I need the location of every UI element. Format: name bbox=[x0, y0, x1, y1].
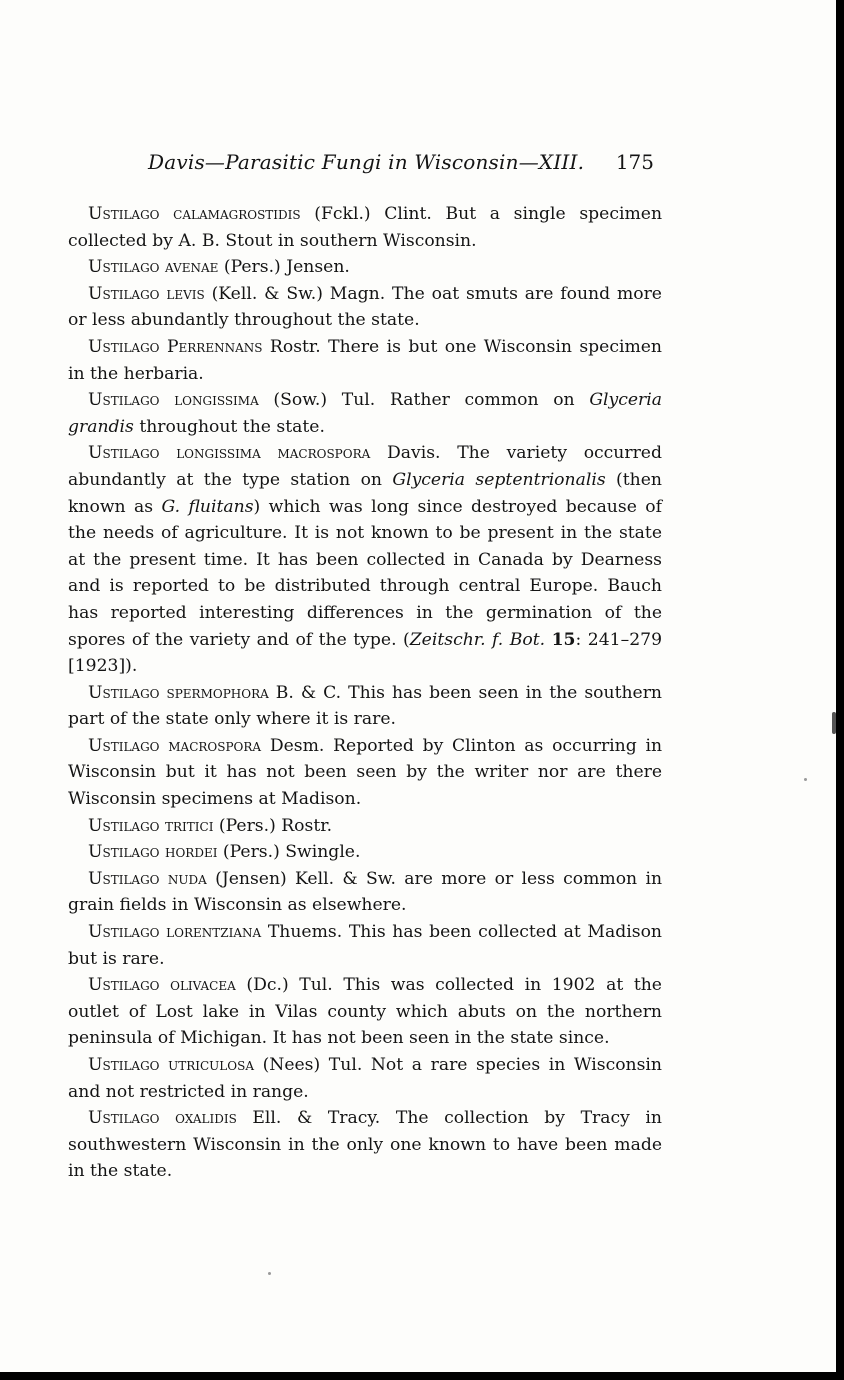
species-epithet: Perrennans bbox=[166, 336, 263, 357]
entry-nuda bbox=[68, 866, 662, 919]
species-epithet: nuda bbox=[167, 868, 207, 889]
authority: (Pers.) Jensen. bbox=[223, 257, 350, 278]
entry-levis bbox=[68, 281, 662, 334]
entry-text: The variety occurred abundantly at the type station on bbox=[68, 443, 662, 490]
species-epithet: avenae bbox=[164, 257, 219, 278]
journal-title: Zeitschr. f. Bot. bbox=[409, 629, 546, 650]
genus-name: Ustilago bbox=[88, 815, 160, 836]
species-epithet: calamagrostidis bbox=[173, 204, 301, 224]
entry-longissima-macrospora bbox=[68, 440, 662, 679]
entry-text: There is but one Wisconsin specimen in the herbaria. bbox=[68, 336, 662, 384]
authority: (Pers.) Swingle. bbox=[222, 842, 361, 863]
running-head: Davis—Parasitic Fungi in Wisconsin—XIII. bbox=[148, 150, 585, 174]
entry-text: (then known as bbox=[68, 469, 662, 517]
scan-speck bbox=[268, 1272, 271, 1275]
species-epithet: oxalidis bbox=[175, 1108, 237, 1129]
host-synonym: G. fluitans bbox=[161, 496, 254, 517]
authority: (Kell. & Sw.) Magn. bbox=[211, 283, 386, 304]
entry-text: are more or less common in grain fields in Wisconsin as elsewhere. bbox=[68, 868, 663, 916]
authority: B. & C. bbox=[275, 682, 342, 703]
authority: Rostr. bbox=[269, 336, 321, 357]
authority: Thuems. bbox=[267, 922, 343, 943]
entry-hordei bbox=[68, 839, 662, 866]
genus-name: Ustilago bbox=[88, 842, 160, 863]
genus-name: Ustilago bbox=[88, 257, 160, 278]
genus-name: Ustilago bbox=[88, 922, 160, 943]
entry-text: This was collected in 1902 at the outlet of Lost lake in Vilas county which abuts on the northern peninsula of Michigan. It has not been seen in the state since. bbox=[68, 975, 662, 1049]
genus-name: Ustilago bbox=[88, 868, 160, 889]
entry-text: This has been seen in the southern part of the state only where it is rare. bbox=[68, 682, 663, 730]
authority: Ell. & Tracy. bbox=[252, 1108, 381, 1129]
genus-name: Ustilago bbox=[88, 975, 160, 996]
species-epithet: levis bbox=[166, 283, 205, 304]
authority: (Jensen) Kell. & Sw. bbox=[215, 868, 396, 889]
entry-text: throughout the state. bbox=[139, 416, 325, 437]
genus-name: Ustilago bbox=[88, 735, 160, 756]
entry-text: Reported by Clinton as occurring in Wisconsin but it has not been seen by the writer nor are there Wisconsin specimens at Madison. bbox=[68, 735, 663, 810]
body-text bbox=[68, 201, 662, 1185]
species-epithet: tritici bbox=[164, 815, 214, 836]
authority: (Fckl.) Clint. bbox=[314, 204, 432, 224]
entry-perrennans bbox=[68, 334, 662, 387]
genus-name: Ustilago bbox=[88, 336, 160, 357]
species-epithet: macrospora bbox=[168, 735, 262, 756]
authority: Davis. bbox=[386, 443, 441, 464]
entry-text: ) which was long since destroyed because of the needs of agriculture. It is not known to be present in the state at the present time. It has been collected in Canada by Dearness and is reported to be distributed through central Europe. Bauch has reported interesting differences in the germination of the spores of the variety and of the type. ( bbox=[68, 496, 662, 650]
entry-longissima bbox=[68, 387, 662, 440]
genus-name: Ustilago bbox=[88, 390, 160, 411]
genus-name: Ustilago bbox=[88, 443, 160, 464]
authority: (Dc.) Tul. bbox=[246, 975, 333, 996]
entry-spermophora bbox=[68, 680, 662, 733]
entry-text: But a single specimen collected by A. B. Stout in southern Wisconsin. bbox=[68, 204, 663, 251]
species-epithet: olivacea bbox=[170, 975, 236, 996]
entry-macrospora bbox=[68, 733, 662, 813]
entry-utriculosa bbox=[68, 1052, 662, 1105]
scan-speck bbox=[804, 778, 807, 781]
species-epithet: longissima macrospora bbox=[176, 443, 371, 464]
citation-pages: : 241–279 [1923]). bbox=[68, 629, 662, 677]
scan-speck bbox=[832, 712, 836, 734]
entry-calamagrostidis bbox=[68, 201, 662, 254]
entry-text: The oat smuts are found more or less abundantly throughout the state. bbox=[68, 283, 662, 331]
entry-tritici bbox=[68, 813, 662, 840]
host-name: Glyceria grandis bbox=[68, 390, 663, 437]
genus-name: Ustilago bbox=[88, 283, 160, 304]
entry-oxalidis bbox=[68, 1105, 662, 1185]
entry-olivacea bbox=[68, 972, 662, 1052]
entry-avenae bbox=[68, 254, 662, 281]
entry-text: The collection by Tracy in southwestern Wisconsin in the only one known to have been made in the state. bbox=[68, 1108, 662, 1182]
genus-name: Ustilago bbox=[88, 1055, 160, 1075]
page-number: 175 bbox=[615, 150, 654, 174]
journal-volume: 15 bbox=[551, 629, 576, 650]
species-epithet: hordei bbox=[164, 842, 218, 863]
authority: (Pers.) Rostr. bbox=[218, 815, 333, 836]
species-epithet: lorentziana bbox=[166, 922, 262, 943]
species-epithet: utriculosa bbox=[168, 1055, 254, 1075]
host-name: Glyceria septentrionalis bbox=[392, 469, 606, 490]
species-epithet: longissima bbox=[174, 390, 259, 411]
entry-text: Rather common on bbox=[389, 390, 575, 411]
authority: Desm. bbox=[269, 735, 325, 756]
authority: (Nees) Tul. bbox=[262, 1055, 363, 1075]
genus-name: Ustilago bbox=[88, 1108, 160, 1129]
page-header bbox=[140, 150, 658, 180]
entry-text: Not a rare species in Wisconsin and not restricted in range. bbox=[68, 1055, 663, 1102]
authority: (Sow.) Tul. bbox=[273, 390, 376, 411]
entry-text: This has been collected at Madison but is rare. bbox=[68, 922, 662, 969]
entry-lorentziana bbox=[68, 919, 662, 972]
genus-name: Ustilago bbox=[88, 204, 160, 224]
species-epithet: spermophora bbox=[166, 682, 269, 703]
genus-name: Ustilago bbox=[88, 682, 160, 703]
